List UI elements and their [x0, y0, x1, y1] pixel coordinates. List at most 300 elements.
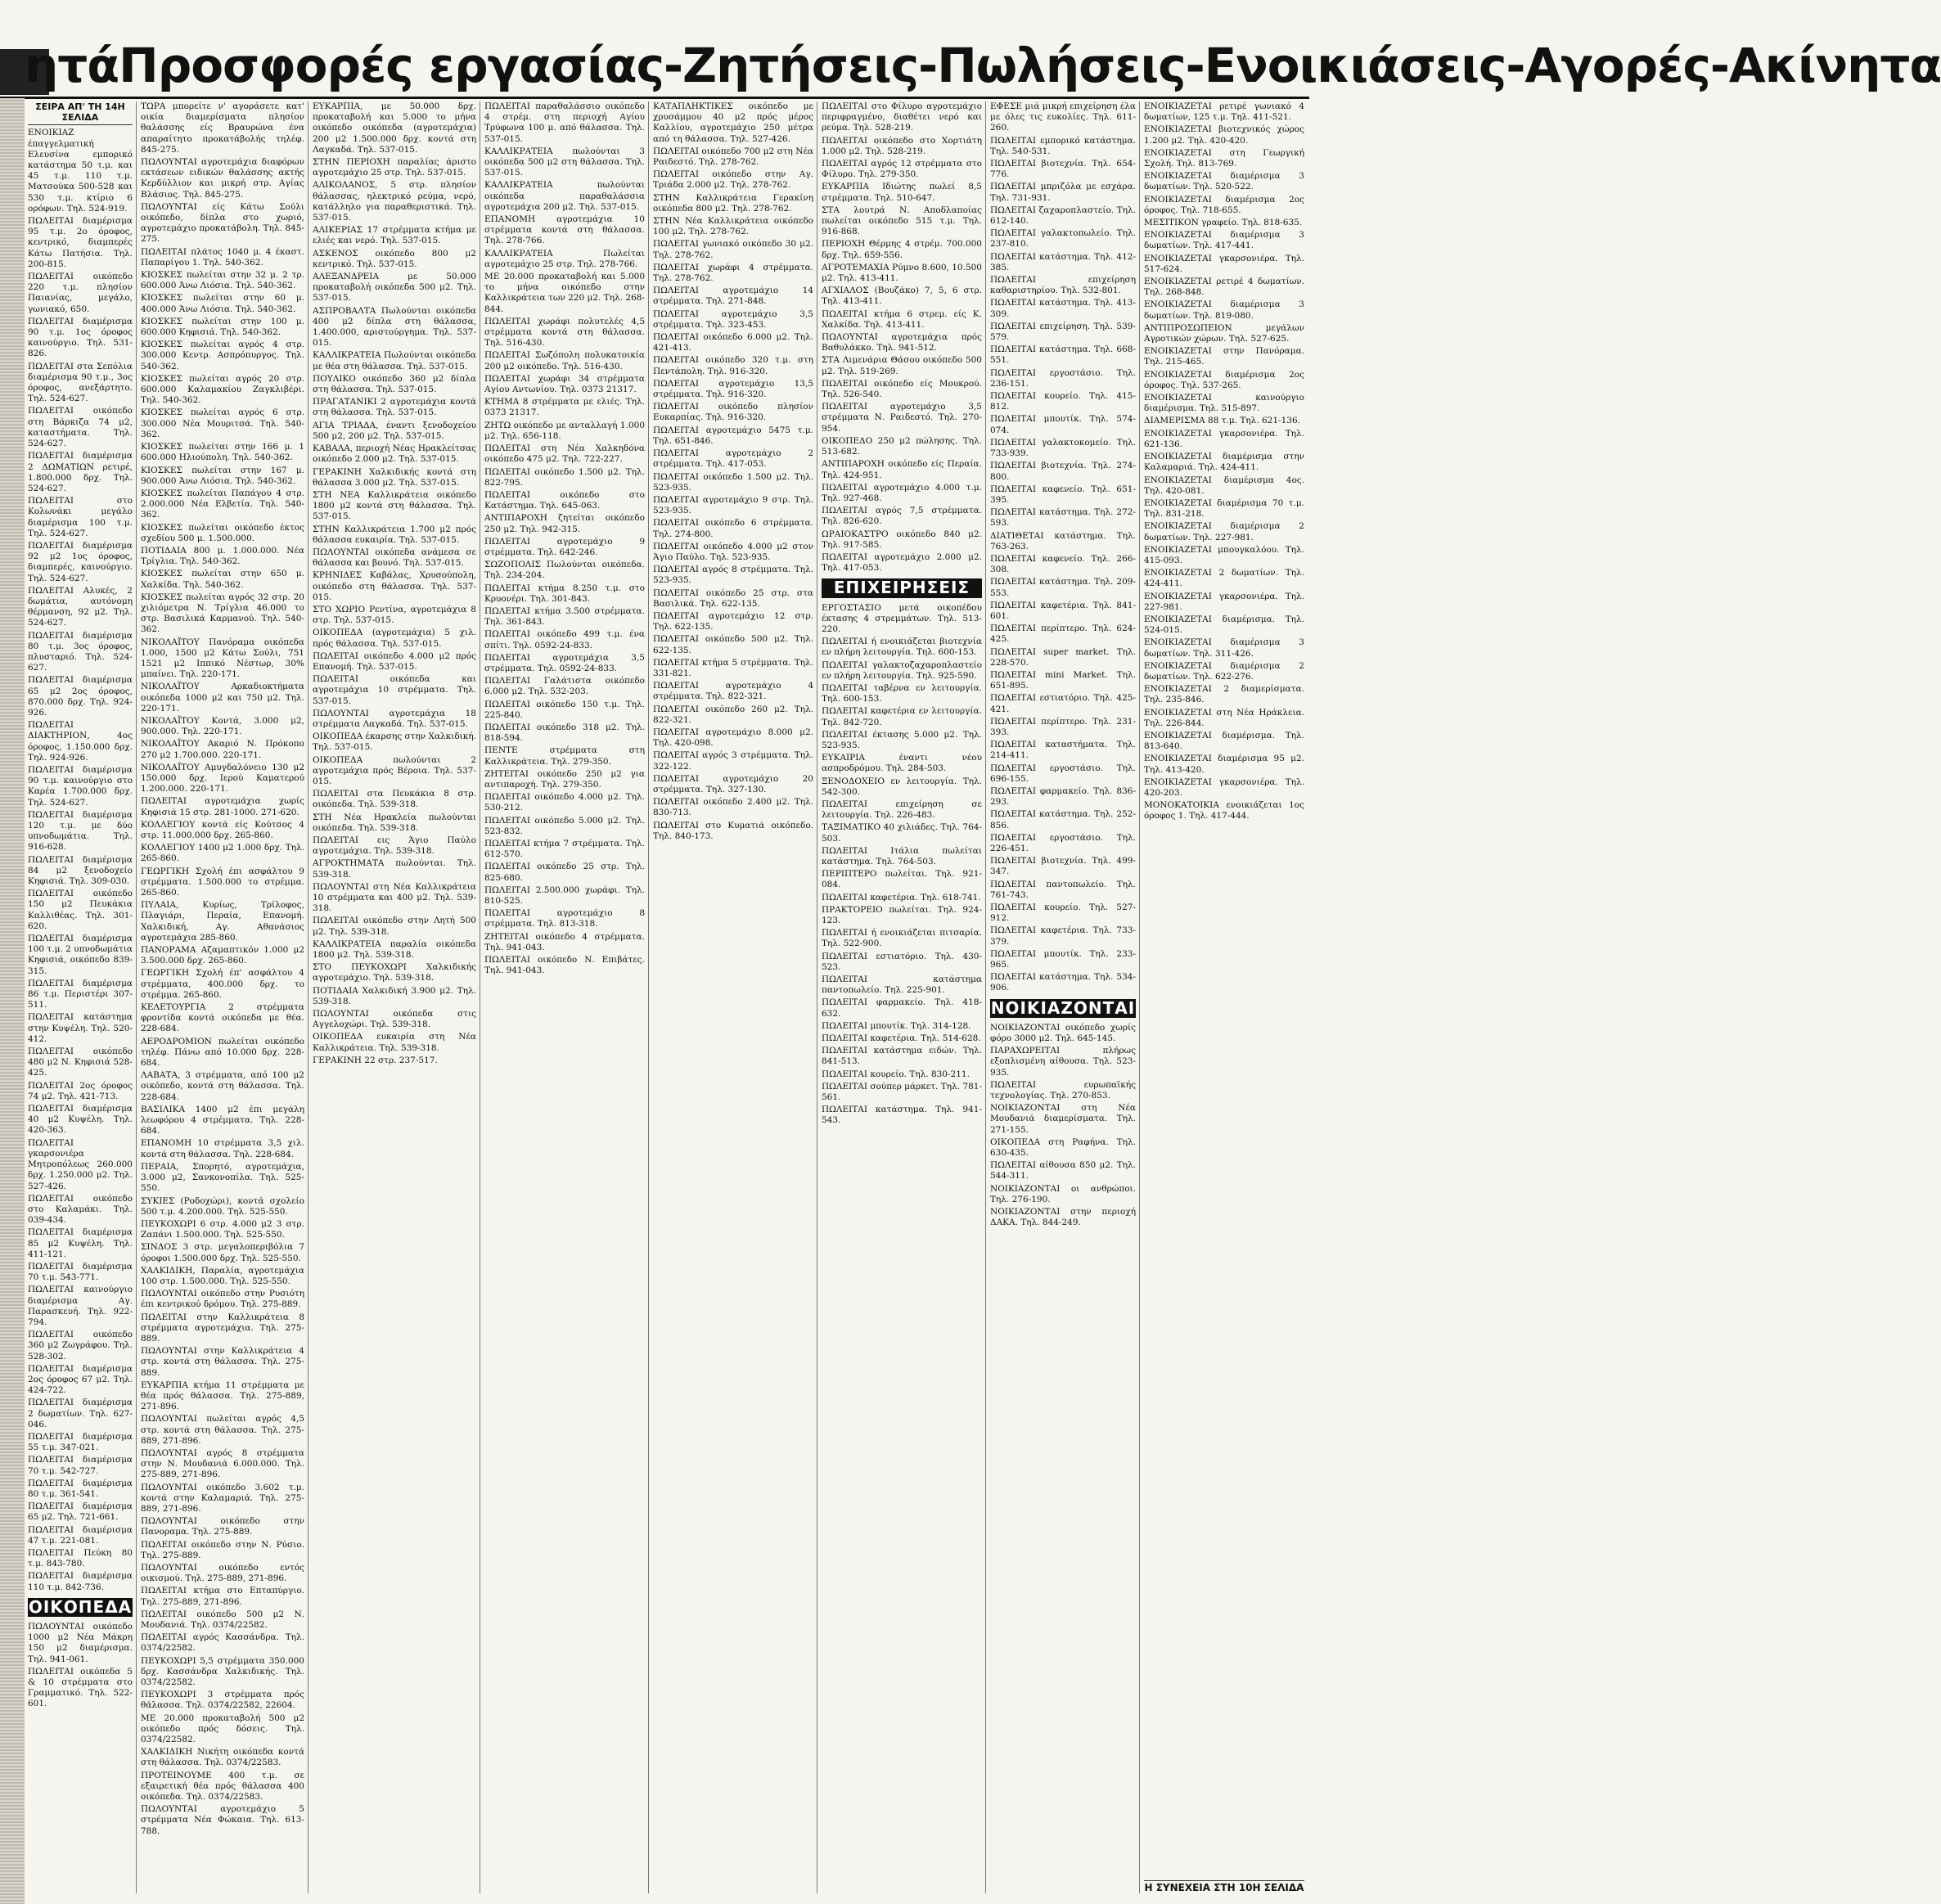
classified-ad: ΚΙΟΣΚΕΣ πωλείται αγρός 6 στρ. 300.000 Νέα Μουριτσά. Τηλ. 540-362.: [141, 407, 304, 439]
classified-ad: ΠΩΛΕΙΤΑΙ οικόπεδο 6 στρέμματα. Τηλ. 274-800.: [653, 518, 813, 539]
classified-ad: ΠΩΛΕΙΤΑΙ αγροτεμάχιο 20 στρέμματα. Τηλ. 327-130.: [653, 773, 813, 794]
classified-ad: ΑΛΙΚΕΡΙΑΣ 17 στρέμματα κτήμα με ελιές και νερό. Τηλ. 537-015.: [313, 225, 476, 246]
classified-ad: ΠΩΛΕΙΤΑΙ ζαχαροπλαστείο. Τηλ. 612-140.: [990, 205, 1136, 227]
classified-ad: ΚΙΟΣΚΕΣ πωλείται στην 167 μ. 900.000 Άνω Λιόσια. Τηλ. 540-362.: [141, 465, 304, 486]
classified-ad: ΣΤΗΝ Καλλικράτεια Γερακίνη οικόπεδα 800 μ2. Τηλ. 278-762.: [653, 192, 813, 214]
classified-ad: ΑΕΡΟΔΡΟΜΙΟΝ πωλείται οικόπεδο τηλέφ. Πάνω από 10.000 δρχ. 228-684.: [141, 1036, 304, 1069]
classified-ad: ΠΩΛΕΙΤΑΙ καφενείο. Τηλ. 651-395.: [990, 484, 1136, 505]
classified-ad: ΕΝΟΙΚΙΑΖΕΤΑΙ διαμέρισμα. Τηλ. 813-640.: [1144, 730, 1304, 752]
classified-ad: ΠΩΛΕΙΤΑΙ επιχείρηση. Τηλ. 539-579.: [990, 321, 1136, 343]
classified-ad: ΜΕ 20.000 προκαταβολή 500 μ2 οικόπεδο πρός δόσεις. Τηλ. 0374/22582.: [141, 1713, 304, 1745]
ad-column-4: [484, 101, 645, 1893]
classified-ad: ΠΩΛΕΙΤΑΙ αγροτεμάχιο 12 στρ. Τηλ. 622-135.: [653, 610, 813, 632]
classified-ad: ΠΩΛΟΥΝΤΑΙ οικόπεδο στην Πανοραμα. Τηλ. 275-889.: [141, 1516, 304, 1537]
classified-ad: ΠΩΛΕΙΤΑΙ διαμέρισμα 100 τ.μ. 2 υπνοδωμάτια Κηφισιά, οικόπεδο 839-315.: [28, 934, 133, 976]
classified-ad: ΕΝΟΙΚΙΑΖΕΤΑΙ διαμέρισμα 4ος. Τηλ. 420-081.: [1144, 475, 1304, 496]
classified-ad: ΟΙΚΟΠΕΔΑ έκαρσης στην Χαλκιδική. Τηλ. 537-015.: [313, 731, 476, 753]
classified-ad: ΠΩΛΕΙΤΑΙ οικόπεδα και αγροτεμάχια 10 στρέμματα. Τηλ. 537-015.: [313, 674, 476, 706]
ad-column-6: [822, 101, 982, 1893]
classified-ad: ΣΤΗΝ Καλλικράτεια 1.700 μ2 πρός θάλασσα ευκαιρία. Τηλ. 537-015.: [313, 524, 476, 545]
classified-ad: ΠΩΛΕΙΤΑΙ αγροτεμάχιο 5475 τ.μ. Τηλ. 651-846.: [653, 425, 813, 446]
column-rule: [1139, 101, 1140, 1893]
classified-ad: ΠΩΛΕΙΤΑΙ κτήμα 5 στρέμματα. Τηλ. 331-821.: [653, 657, 813, 678]
classified-ad: ΠΩΛΕΙΤΑΙ ΔΙΑΚΤΗΡΙΟΝ, 4ος όροφος, 1.150.000 δρχ. Τηλ. 924-926.: [28, 720, 133, 763]
classified-ad: ΑΓΙΑ ΤΡΙΑΔΑ, έναντι ξενοδοχείου 500 μ2, 200 μ2. Τηλ. 537-015.: [313, 420, 476, 441]
classified-ad: ΕΝΟΙΚΙΑΖΕΤΑΙ γκαρσονιέρα. Τηλ. 517-624.: [1144, 253, 1304, 274]
classified-ad: ΚΑΛΛΙΚΡΑΤΕΙΑ παραλία οικόπεδα 1800 μ2. Τηλ. 539-318.: [313, 938, 476, 961]
classified-ad: ΠΩΛΕΙΤΑΙ στα Σεπόλια διαμέρισμα 90 τ.μ., 3ος όροφος, ανεξάρτητο. Τηλ. 524-627.: [28, 361, 133, 404]
classified-ad: ΤΩΡΑ μπορείτε ν' αγοράσετε κατ' οικία διαμερίσματα πλησίον θαλάσσης είς Βραυρώνα ένα απαραίτητο προκατάβολής τηλέφ. 845-275.: [141, 101, 304, 155]
classified-ad: ΠΩΛΟΥΝΤΑΙ οικόπεδο 1000 μ2 Νέα Μάκρη 150 μ2 διαμέρισμα. Τηλ. 941-061.: [28, 1622, 133, 1664]
classified-ad: ΝΟΙΚΙΑΖΟΝΤΑΙ στην περιοχή ΔΑΚΑ. Τηλ. 844-249.: [990, 1207, 1136, 1228]
classified-ad: ΠΩΛΕΙΤΑΙ οικόπεδο 480 μ2 Ν. Κηφισιά 528-425.: [28, 1047, 133, 1078]
classified-ad: ΕΝΟΙΚΙΑΖΕΤΑΙ στη Γεωργική Σχολή. Τηλ. 813-769.: [1144, 147, 1304, 169]
classified-ad: ΠΩΛΕΙΤΑΙ Σωζόπολη πολυκατοικία 200 μ2 οικόπεδο. Τηλ. 516-430.: [484, 350, 645, 371]
classified-ad: ΠΑΡΑΧΩΡΕΙΤΑΙ πλήρως εξοπλισμένη αίθουσα. Τηλ. 523-935.: [990, 1046, 1136, 1078]
classified-ad: ΣΤΗΝ ΠΕΡΙΟΧΗ παραλίας άριστο αγροτεμάχιο 25 στρ. Τηλ. 537-015.: [313, 157, 476, 178]
classified-ad: ΠΩΛΕΙΤΑΙ οικόπεδο 4.000 μ2 στον Άγιο Παύλο. Τηλ. 523-935.: [653, 541, 813, 562]
classified-ad: ΠΩΛΕΙΤΑΙ διαμέρισμα 2ος όροφος 67 μ2. Τηλ. 424-722.: [28, 1363, 133, 1396]
classified-ad: ΠΩΛΕΙΤΑΙ οικόπεδο 1.500 μ2. Τηλ. 523-935.: [653, 471, 813, 493]
classified-ad: ΠΩΛΕΙΤΑΙ αγρός 12 στρέμματα στο Φίλυρο. Τηλ. 279-350.: [822, 159, 982, 180]
classified-ad: ΟΙΚΟΠΕΔΑ στη Ραφήνα. Τηλ. 630-435.: [990, 1137, 1136, 1159]
classified-ad: ΕΥΚΑΡΠΙΑ Ιδιώτης πωλεί 8,5 στρέμματα. Τηλ. 510-647.: [822, 182, 982, 203]
classified-ad: ΕΝΟΙΚΙΑΖΕΤΑΙ ρετιρέ γωνιακό 4 δωματίων, 125 τ.μ. Τηλ. 411-521.: [1144, 101, 1304, 123]
classified-ad: ΠΩΛΕΙΤΑΙ στο Κυματιά οικόπεδο. Τηλ. 840-173.: [653, 820, 813, 841]
classified-ad: ΠΩΛΕΙΤΑΙ γκαρσονιέρα Μητροπόλεως 260.000 δρχ. 1.250.000 μ2. Τηλ. 527-426.: [28, 1137, 133, 1191]
classified-ad: ΠΩΛΕΙΤΑΙ διαμέρισμα 120 τ.μ. με δύο υπνοδωμάτια. Τηλ. 916-628.: [28, 809, 133, 853]
classified-ad: ΠΩΛΕΙΤΑΙ αγροτεμάχιο 8 στρέμματα. Τηλ. 813-318.: [484, 908, 645, 929]
classified-ad: ΕΝΟΙΚΙΑΖΕΤΑΙ διαμέρισμα 70 τ.μ. Τηλ. 831-218.: [1144, 497, 1304, 520]
classified-ad: ΠΩΛΕΙΤΑΙ αγροτεμάχια χωρίς Κηφισιά 15 στρ. 281-1000. 271-620.: [141, 796, 304, 817]
classified-ad: ΕΝΟΙΚΙΑΖΕΤΑΙ διαμέρισμα 3 δωματίων. Τηλ. 417-441.: [1144, 230, 1304, 251]
classified-ad: ΕΝΟΙΚΙΑΖΕΤΑΙ διαμέρισμα. Τηλ. 524-015.: [1144, 614, 1304, 636]
classified-ad: ΠΩΛΕΙΤΑΙ παραθαλάσσιο οικόπεδο 4 στρέμ. στη περιοχή Αγίου Τρύφωνα 100 μ. από θάλασσα. Τηλ. 537-015.: [484, 101, 645, 144]
classified-ad: ΠΩΛΕΙΤΑΙ περίπτερο. Τηλ. 624-425.: [990, 623, 1136, 645]
classified-ad: ΠΩΛΕΙΤΑΙ αγροτεμάχιο 4.000 τ.μ. Τηλ. 927-468.: [822, 482, 982, 503]
classified-ad: ΠΩΛΕΙΤΑΙ περίπτερο. Τηλ. 231-393.: [990, 716, 1136, 737]
classified-ad: ΠΩΛΟΥΝΤΑΙ αγροτεμάχια 18 στρέμματα Λαγκαδά. Τηλ. 537-015.: [313, 708, 476, 729]
classified-ad: ΚΑΤΑΠΛΗΚΤΙΚΕΣ οικόπεδο με χρυσάμμου 40 μ2 πρός μέρος Καλλίου, αγροτεμάχιο 250 μέτρα από τη θάλασσα. Τηλ. 527-426.: [653, 101, 813, 144]
classified-ad: ΠΩΛΕΙΤΑΙ οικόπεδο 500 μ2 Ν. Μουδανιά. Τηλ. 0374/22582.: [141, 1609, 304, 1631]
classified-ad: ΠΩΛΕΙΤΑΙ εργοστάσιο. Τηλ. 226-451.: [990, 832, 1136, 853]
classified-ad: ΠΩΛΕΙΤΑΙ διαμέρισμα 55 τ.μ. 347-021.: [28, 1431, 133, 1453]
classified-ad: ΠΩΛΕΙΤΑΙ Γαλάτιστα οικόπεδο 6.000 μ2. Τηλ. 532-203.: [484, 676, 645, 697]
classified-ad: ΣΤΗ ΝΕΑ Καλλικράτεια οικόπεδο 1800 μ2 κοντά στη θάλασσα. Τηλ. 537-015.: [313, 489, 476, 522]
classified-ad: ΠΩΛΕΙΤΑΙ οικόπεδο 320 τ.μ. στη Πεντάπολη. Τηλ. 916-320.: [653, 355, 813, 376]
classified-ad: ΠΩΛΕΙΤΑΙ αγροτεμάχιο 8.000 μ2. Τηλ. 420-098.: [653, 727, 813, 749]
classified-ad: ΖΗΤΩ οικόπεδο με ανταλλαγή 1.000 μ2. Τηλ. 656-118.: [484, 420, 645, 441]
classified-ad: ΠΩΛΕΙΤΑΙ αγροτεμάχιο 9 στρέμματα. Τηλ. 642-246.: [484, 536, 645, 557]
classified-ad: ΠΩΛΕΙΤΑΙ διαμέρισμα 92 μ2 1ος όροφος, διαμπερές, καινούργιο. Τηλ. 524-627.: [28, 540, 133, 583]
classified-ad: ΕΝΟΙΚΙΑΖΕΤΑΙ διαμέρισμα 95 μ2. Τηλ. 413-420.: [1144, 754, 1304, 775]
classified-ad: ΠΕΡΙΠΤΕΡΟ πωλείται. Τηλ. 921-084.: [822, 869, 982, 890]
section-heading: ΟΙΚΟΠΕΔΑ: [28, 1596, 133, 1617]
classified-ad: ΠΩΛΕΙΤΑΙ οικόπεδο 360 μ2 Ζωγράφου. Τηλ. 528-302.: [28, 1330, 133, 1362]
classified-ad: ΣΤΗ Νέα Ηρακλεία πωλούνται οικόπεδα. Τηλ. 539-318.: [313, 812, 476, 833]
classified-ad: ΠΩΛΕΙΤΑΙ κτήμα 3.500 στρέμματα. Τηλ. 361-843.: [484, 605, 645, 628]
classified-ad: ΠΩΛΕΙΤΑΙ διαμέρισμα 65 μ2. Τηλ. 721-661.: [28, 1501, 133, 1523]
classified-ad: ΣΤΑ Λιμενάρια Θάσου οικόπεδο 500 μ2. Τηλ. 519-269.: [822, 355, 982, 376]
classified-ad: ΓΕΩΡΓΙΚΗ Σχολή έπ' ασφάλτου 4 στρέμματα, 400.000 δρχ. το στρέμμα. 265-860.: [141, 968, 304, 1000]
ad-column-8: [1144, 101, 1304, 1893]
classified-ad: ΠΩΛΕΙΤΑΙ διαμέρισμα 65 μ2 2ος όροφος, 870.000 δρχ. Τηλ. 924-926.: [28, 675, 133, 718]
classified-ad: ΠΩΛΕΙΤΑΙ οικόπεδο 2.400 μ2. Τηλ. 830-713.: [653, 797, 813, 818]
classified-ad: ΓΕΩΡΓΙΚΗ Σχολή έπι ασφάλτου 9 στρέμματα. 1.500.000 το στρέμμα. 265-860.: [141, 866, 304, 898]
classified-ad: ΠΩΛΕΙΤΑΙ κατάστημα. Τηλ. 252-856.: [990, 809, 1136, 830]
classified-ad: ΕΝΟΙΚΙΑΖΕΤΑΙ διαμέρισμα 2ος όροφος. Τηλ. 537-265.: [1144, 369, 1304, 390]
classified-ad: ΠΩΛΕΙΤΑΙ φαρμακείο. Τηλ. 418-632.: [822, 997, 982, 1019]
classified-ad: ΝΟΙΚΙΑΖΟΝΤΑΙ οικόπεδο χωρίς φόρο 3000 μ2. Τηλ. 645-145.: [990, 1022, 1136, 1044]
classified-ad: ΠΩΛΟΥΝΤΑΙ οικόπεδα στις Αγγελοχώρι. Τηλ. 539-318.: [313, 1009, 476, 1030]
classified-ad: ΑΛΙΚΟΛΑΝΟΣ, 5 στρ. πλησίον θάλασσας, ηλεκτρικό ρεύμα, νερό, κατάλληλο για παραθεριστικά. Τηλ. 537-015.: [313, 180, 476, 223]
classified-ad: ΠΩΛΕΙΤΑΙ αίθουσα 850 μ2. Τηλ. 544-311.: [990, 1160, 1136, 1182]
classified-ad: ΕΝΟΙΚΙΑΖΕΤΑΙ στη Νέα Ηράκλεια. Τηλ. 226-844.: [1144, 707, 1304, 728]
classified-ad: ΠΩΛΕΙΤΑΙ οικόπεδο στην Αγ. Τριάδα 2.000 μ2. Τηλ. 278-762.: [653, 169, 813, 191]
classified-ad: ΚΙΟΣΚΕΣ πωλείται στην 166 μ. 1 600.000 Ηλιούπολη. Τηλ. 540-362.: [141, 442, 304, 463]
classified-ad: ΠΩΛΕΙΤΑΙ ή ενοικιάζεται πιτσαρία. Τηλ. 522-900.: [822, 928, 982, 949]
classified-ad: ΠΩΛΕΙΤΑΙ διαμέρισμα 90 τ.μ. καινούργιο στο Καρέα 1.700.000 δρχ. Τηλ. 524-627.: [28, 764, 133, 808]
classified-ad: ΠΩΛΕΙΤΑΙ κατάστημα. Τηλ. 668-551.: [990, 344, 1136, 366]
classified-ad: ΠΩΛΕΙΤΑΙ καφενείο. Τηλ. 266-308.: [990, 553, 1136, 575]
classified-ad: ΠΩΛΕΙΤΑΙ διαμέρισμα 2 ΔΩΜΑΤΙΩΝ ρετιρέ, 1.800.000 δρχ. Τηλ. 524-627.: [28, 451, 133, 493]
classified-ad: ΠΕΥΚΟΧΩΡΙ 6 στρ. 4.000 μ2 3 στρ. Ζαπάνι 1.500.000. Τηλ. 525-550.: [141, 1218, 304, 1240]
classified-ad: ΠΩΛΕΙΤΑΙ κατάστημα. Τηλ. 534-906.: [990, 972, 1136, 993]
classified-ad: ΕΝΟΙΚΙΑΖΕΤΑΙ βιοτεχνικός χώρος 1.200 μ2. Τηλ. 420-420.: [1144, 124, 1304, 146]
classified-ad: ΠΩΛΕΙΤΑΙ χωράφι πολυτελές 4,5 στρέμματα κοντά στη θάλασσα. Τηλ. 516-430.: [484, 316, 645, 349]
classified-ad: ΝΙΚΟΛΑΪΤΟΥ Αρκαδιοκτήματα οικόπεδα 1000 μ2 και 750 μ2. Τηλ. 220-171.: [141, 682, 304, 713]
classified-ad: ΠΩΛΕΙΤΑΙ αγροτεμάχιο 14 στρέμματα. Τηλ. 271-848.: [653, 286, 813, 307]
classified-ad: ΠΩΛΕΙΤΑΙ Πεύκη 80 τ.μ. 843-780.: [28, 1548, 133, 1569]
classified-ad: ΠΕΥΚΟΧΩΡΙ 3 στρέμματα πρός θάλασσα. Τηλ. 0374/22582, 22604.: [141, 1690, 304, 1711]
classified-ad: ΔΙΑΜΕΡΙΣΜΑ 88 τ.μ. Τηλ. 621-136.: [1144, 416, 1300, 426]
classified-ad: ΠΩΛΕΙΤΑΙ καφετέρια. Τηλ. 514-628.: [822, 1033, 981, 1044]
classified-ad: ΠΩΛΕΙΤΑΙ οικόπεδο 4.000 μ2 πρός Επανομή. Τηλ. 537-015.: [313, 650, 476, 672]
classified-ad: ΚΑΒΑΛΑ, περιοχή Νέας Ηρακλείτσας οικόπεδο 2.000 μ2. Τηλ. 537-015.: [313, 443, 476, 465]
classified-ad: ΠΩΛΕΙΤΑΙ οικόπεδο στην Λητή 500 μ2. Τηλ. 539-318.: [313, 916, 476, 937]
ad-column-7: [990, 101, 1136, 1893]
classified-ad: ΒΑΣΙΛΙΚΑ 1400 μ2 έπι μεγάλη λεωφόρου 4 στρέμματα. Τηλ. 228-684.: [141, 1104, 304, 1137]
classified-ad: ΠΩΛΕΙΤΑΙ διαμέρισμα 2 δωματίων. Τηλ. 627-046.: [28, 1398, 133, 1429]
classified-ad: ΕΝΟΙΚΙΑΖΕΤΑΙ καινούργιο διαμέρισμα. Τηλ. 515-897.: [1144, 393, 1304, 414]
classified-ad: ΠΩΛΕΙΤΑΙ φαρμακείο. Τηλ. 836-293.: [990, 785, 1136, 808]
classified-ad: ΚΕΛΕΤΟΥΡΓΙΑ 2 στρέμματα φροντίδα κοντά οικόπεδα με θέα. 228-684.: [141, 1002, 304, 1034]
classified-ad: ΠΕΡΑΙΑ, Σπορητό, αγροτεμάχια, 3.000 μ2, Σανκονοπίλα. Τηλ. 525-550.: [141, 1161, 304, 1194]
classified-ad: ΝΙΚΟΛΑΪΤΟΥ Ακαριό Ν. Πρόκοπο 270 μ2 1.700.000. 220-171.: [141, 739, 304, 760]
classified-ad: ΠΩΛΕΙΤΑΙ ευρωπαϊκής τεχνολογίας. Τηλ. 270-853.: [990, 1079, 1136, 1101]
classified-ad: ΠΩΛΕΙΤΑΙ παντοπωλείο. Τηλ. 761-743.: [990, 879, 1136, 900]
classified-ad: ΠΥΛΑΙΑ, Κυρίως, Τρίλοφος, Πλαγιάρι, Περαία, Επανομή. Χαλκιδική, Αγ. Αθανάσιος αγροτεμάχια 285-860.: [141, 900, 304, 943]
classified-ad: ΠΩΛΕΙΤΑΙ διαμέρισμα 86 τ.μ. Περιστέρι 307-511.: [28, 978, 133, 1011]
classified-ad: ΚΑΛΛΙΚΡΑΤΕΙΑ Πωλείται αγροτεμάχιο 25 στρ. Τηλ. 278-766.: [484, 248, 645, 269]
classified-ad: ΕΝΟΙΚΙΑΖΕΤΑΙ 2 διαμερίσματα. Τηλ. 235-846.: [1144, 684, 1304, 705]
classified-ad: ΠΩΛΕΙΤΑΙ οικόπεδο είς Μουκρού. Τηλ. 526-540.: [822, 378, 982, 400]
classified-ad: ΕΥΚΑΡΠΙΑ κτήμα 11 στρέμματα με θέα πρός θάλασσα. Τηλ. 275-889, 271-896.: [141, 1380, 304, 1412]
classified-ad: ΠΩΛΕΙΤΑΙ οικόπεδο στο Κατάστημα. Τηλ. 645-063.: [484, 489, 645, 511]
classified-ad: ΠΩΛΕΙΤΑΙ μπουτίκ. Τηλ. 574-074.: [990, 414, 1136, 435]
classified-ad: ΚΟΛΛΕΓΙΟΥ 1400 μ2 1.000 δρχ. Τηλ. 265-860.: [141, 843, 304, 864]
classified-ad: ΠΕΥΚΟΧΩΡΙ 5,5 στρέμματα 350.000 δρχ. Κασσάνδρα Χαλκιδικής. Τηλ. 0374/22582.: [141, 1655, 304, 1688]
classified-ad: ΠΟΤΙΔΑΙΑ 800 μ. 1.000.000. Νέα Τρίγλια. Τηλ. 540-362.: [141, 545, 304, 567]
classified-ad: ΠΩΛΕΙΤΑΙ Ιτάλια πωλείται κατάστημα. Τηλ. 764-503.: [822, 845, 982, 866]
classified-ad: ΠΩΛΕΙΤΑΙ εστιατόριο. Τηλ. 425-421.: [990, 693, 1136, 714]
classified-ad: ΠΩΛΕΙΤΑΙ βιοτεχνία. Τηλ. 654-776.: [990, 159, 1136, 180]
classified-ad: ΝΙΚΟΛΑΪΤΟΥ Κοντά, 3.000 μ2, 900.000. Τηλ. 220-171.: [141, 715, 304, 737]
column-rule: [136, 101, 137, 1893]
classified-ad: ΠΕΝΤΕ στρέμματα στη Καλλικράτεια. Τηλ. 279-350.: [484, 745, 645, 767]
classified-ad: ΜΕΣΙΤΙΚΟΝ γραφείο. Τηλ. 818-635.: [1144, 218, 1303, 228]
classified-ad: ΠΩΛΕΙΤΑΙ αγρός 8 στρέμματα. Τηλ. 523-935.: [653, 565, 813, 586]
classified-ad: ΤΑΞΙΜΑΤΙΚΟ 40 χιλιάδες. Τηλ. 764-503.: [822, 822, 982, 844]
classified-ad: ΠΩΛΕΙΤΑΙ αγροτεμάχιο 4 στρέμματα. Τηλ. 822-321.: [653, 681, 813, 702]
classified-ad: ΠΩΛΕΙΤΑΙ κατάστημα ειδών. Τηλ. 841-513.: [822, 1046, 982, 1067]
classified-ad: ΠΩΛΕΙΤΑΙ γωνιακό οικόπεδο 30 μ2. Τηλ. 278-762.: [653, 239, 813, 260]
classified-ad: ΚΙΟΣΚΕΣ πωλείται οικόπεδο έκτος σχεδίου 500 μ. 1.500.000.: [141, 522, 304, 543]
classified-ad: ΕΝΟΙΚΙΑΖΕΤΑΙ στην Πανόραμα. Τηλ. 215-465.: [1144, 346, 1304, 367]
classified-ad: ΠΩΛΕΙΤΑΙ γαλακτοπωλείο. Τηλ. 237-810.: [990, 228, 1136, 250]
classified-ad: ΠΩΛΟΥΝΤΑΙ οικόπεδο στην Ρυσιότη έπι κεντρικού δρόμου. Τηλ. 275-889.: [141, 1289, 304, 1310]
classified-ad: ΠΩΛΕΙΤΑΙ καφετέρια. Τηλ. 841-601.: [990, 600, 1136, 621]
page-banner: [0, 0, 1941, 99]
classified-ad: ΠΩΛΕΙΤΑΙ super market. Τηλ. 228-570.: [990, 646, 1136, 668]
classified-ad: ΠΩΛΕΙΤΑΙ 2ος όροφος 74 μ2. Τηλ. 421-713.: [28, 1080, 133, 1101]
classified-ad: ΠΩΛΕΙΤΑΙ διαμέρισμα 85 μ2 Κυψέλη. Τηλ. 411-121.: [28, 1227, 133, 1259]
classified-ad: ΠΩΛΕΙΤΑΙ γαλακτοκομείο. Τηλ. 733-939.: [990, 437, 1136, 459]
classified-ad: ΠΩΛΕΙΤΑΙ αγροτεμάχιο 9 στρ. Τηλ. 523-935.: [653, 494, 813, 516]
classified-ad: ΞΕΝΟΔΟΧΕΙΟ εν λειτουργία. Τηλ. 542-300.: [822, 776, 982, 797]
classified-ad: ΕΥΚΑΡΠΙΑ, με 50.000 δρχ. προκαταβολή και 5.000 το μήνα οικόπεδο οικόπεδα (αγροτεμάχια) 200 μ2 1.500.000 δρχ. κοντά στη Λαγκαδά. Τηλ. 537-015.: [313, 101, 476, 155]
classified-ad: ΠΩΛΕΙΤΑΙ οικόπεδο στο Χορτιάτη 1.000 μ2. Τηλ. 528-219.: [822, 135, 982, 156]
classified-ad: ΠΩΛΕΙΤΑΙ κτήμα 6 στρεμ. είς Κ. Χαλκίδα. Τηλ. 413-411.: [822, 308, 982, 330]
classified-ad: ΠΩΛΟΥΝΤΑΙ αγροτεμάχια πρός Βαθυλάκκο. Τηλ. 941-512.: [822, 332, 982, 353]
classified-ad: ΚΟΛΛΕΓΙΟΥ κοντά είς Κούτσος 4 στρ. 11.000.000 δρχ. 265-860.: [141, 819, 304, 840]
classified-ad: ΑΓΡΟΚΤΗΜΑΤΑ πωλούνται. Τηλ. 539-318.: [313, 858, 476, 880]
scan-edge: [0, 98, 25, 1904]
classified-ad: ΝΟΙΚΙΑΖΟΝΤΑΙ στη Νέα Μουδανιά διαμερίσματα. Τηλ. 271-155.: [990, 1103, 1136, 1135]
classified-ad: ΠΩΛΕΙΤΑΙ έκτασης 5.000 μ2. Τηλ. 523-935.: [822, 729, 982, 750]
classified-ad: ΠΩΛΟΥΝΤΑΙ αγροτεμάχια διαφόρων εκτάσεων ειδικών θαλάσσης ακτής Κερδύλλιον και μικρή στρ. Αγίας Βλάσιος. Τηλ. 845-275.: [141, 157, 304, 200]
classified-ad: ΠΩΛΕΙΤΑΙ αγροτεμάχιο 13,5 στρέμματα. Τηλ. 916-320.: [653, 378, 813, 400]
classified-ad: ΠΩΛΕΙΤΑΙ οικόπεδο στο Καλαμάκι. Τηλ. 039-434.: [28, 1193, 133, 1226]
classified-ad: ΠΩΛΕΙΤΑΙ στο Φίλυρο αγροτεμάχιο περιφραγμένο, διαθέτει νερό και ρεύμα. Τηλ. 528-219.: [822, 101, 982, 133]
classified-ad: ΣΩΖΟΠΟΛΙΣ Πωλούνται οικόπεδα. Τηλ. 234-204.: [484, 560, 645, 581]
classified-ad: ΠΩΛΕΙΤΑΙ καφετέρια. Τηλ. 733-379.: [990, 925, 1136, 947]
classified-ad: ΠΩΛΕΙΤΑΙ πλάτος 1040 μ. 4 έκαστ. Παπαρίγου 1. Τηλ. 540-362.: [141, 246, 304, 268]
classified-ad: ΔΙΑΤΙΘΕΤΑΙ κατάστημα. Τηλ. 763-263.: [990, 530, 1136, 551]
classified-ad: ΠΩΛΟΥΝΤΑΙ οικόπεδα ανάμεσα σε θάλασσα και βουνό. Τηλ. 537-015.: [313, 547, 476, 569]
classified-ad: ΚΙΟΣΚΕΣ πωλείται αγρός 32 στρ. 20 χιλιόμετρα Ν. Τρίγλια 46.000 το στρ. Βασιλικά Καρμανού. Τηλ. 540-362.: [141, 592, 304, 635]
classified-ad: ΑΣΚΕΝΟΣ οικόπεδο 800 μ2 κεντρικό. Τηλ. 537-015.: [313, 248, 476, 269]
classified-ad: ΠΩΛΕΙΤΑΙ οικόπεδο πλησίον Ευκαρπίας. Τηλ. 916-320.: [653, 402, 813, 423]
classified-ad: ΕΝΟΙΚΙΑΖΕΤΑΙ διαμέρισμα 3 δωματίων. Τηλ. 819-080.: [1144, 299, 1304, 321]
classified-ad: ΠΩΛΕΙΤΑΙ διαμέρισμα 40 μ2 Κυψέλη. Τηλ. 420-363.: [28, 1104, 133, 1136]
classified-ad: ΠΩΛΕΙΤΑΙ οικόπεδο 260 μ2. Τηλ. 822-321.: [653, 704, 813, 725]
classified-ad: ΚΙΟΣΚΕΣ πωλείται στην 60 μ. 400.000 Άνω Λιόσια. Τηλ. 540-362.: [141, 293, 304, 314]
classified-ad: ΠΩΛΕΙΤΑΙ διαμέρισμα 110 τ.μ. 842-736.: [28, 1571, 133, 1592]
classified-ad: ΖΗΤΕΙΤΑΙ οικόπεδο 250 μ2 για αντιπαροχή. Τηλ. 279-350.: [484, 768, 645, 790]
classified-ad: ΠΩΛΕΙΤΑΙ κατάστημα. Τηλ. 412-385.: [990, 251, 1136, 272]
classified-ad: ΕΝΟΙΚΙΑΖΕΤΑΙ διαμέρισμα 2ος όροφος. Τηλ. 718-655.: [1144, 194, 1304, 215]
classified-ad: ΠΩΛΕΙΤΑΙ οικόπεδο 5.000 μ2. Τηλ. 523-832.: [484, 815, 645, 836]
classified-ad: ΚΤΗΜΑ 8 στρέμματα με ελιές. Τηλ. 0373 21317.: [484, 397, 645, 418]
classified-ad: ΕΝΟΙΚΙΑΖΕΤΑΙ διαμέρισμα 3 δωματίων. Τηλ. 520-522.: [1144, 171, 1304, 192]
classified-ad: ΣΤΟ ΧΩΡΙΟ Ρεντίνα, αγροτεμάχια 8 στρ. Τηλ. 537-015.: [313, 604, 476, 626]
classified-ad: ΑΝΤΙΠΡΟΣΩΠΕΙΟΝ μεγάλων Αγροτικών χώρων. Τηλ. 527-625.: [1144, 322, 1304, 344]
classified-ad: ΠΩΛΕΙΤΑΙ βιοτεχνία. Τηλ. 499-347.: [990, 856, 1136, 877]
classified-ad: ΠΩΛΕΙΤΑΙ διαμέρισμα 80 τ.μ. 361-541.: [28, 1478, 133, 1499]
classified-ad: ΠΩΛΕΙΤΑΙ κατάστημα. Τηλ. 413-309.: [990, 298, 1136, 319]
classified-ad: ΠΩΛΕΙΤΑΙ καφετέρια. Τηλ. 618-741.: [822, 892, 981, 902]
classified-ad: ΜΕ 20.000 προκαταβολή και 5.000 το μήνα οικόπεδο στην Καλλικράτεια των 220 μ2. Τηλ. 268-844.: [484, 272, 645, 314]
classified-ad: ΠΩΛΕΙΤΑΙ καφετέρια εν λειτουργία. Τηλ. 842-720.: [822, 706, 982, 727]
classified-ad: ΑΝΤΙΠΑΡΟΧΗ ζητείται οικόπεδο 250 μ2. Τηλ. 942-315.: [484, 513, 645, 534]
classified-ad: ΕΝΟΙΚΙΑΖΕΤΑΙ 2 δωματίων. Τηλ. 424-411.: [1144, 568, 1304, 589]
classified-ad: ΕΡΓΟΣΤΑΣΙΟ μετά οικοπέδου έκτασης 4 στρεμμάτων. Τηλ. 513-220.: [822, 602, 982, 634]
ad-column-3: [313, 101, 476, 1893]
classified-ad: ΓΕΡΑΚΙΝΗ 22 στρ. 237-517.: [313, 1055, 438, 1065]
classified-ad: ΚΙΟΣΚΕΣ πωλείται Παπάγου 4 στρ. 2.000.000 Νέα Ελβετία. Τηλ. 540-362.: [141, 488, 304, 520]
classified-ad: ΠΩΛΕΙΤΑΙ οικόπεδο 700 μ2 στη Νέα Ραιδεστό. Τηλ. 278-762.: [653, 146, 813, 168]
classified-ad: ΠΩΛΕΙΤΑΙ οικόπεδα 5 & 10 στρέμματα στο Γραμματικό. Τηλ. 522-601.: [28, 1666, 133, 1709]
classified-ad: ΠΩΛΕΙΤΑΙ εμπορικό κατάστημα. Τηλ. 540-531.: [990, 135, 1136, 156]
classified-ad: ΠΩΛΕΙΤΑΙ κτήμα 7 στρέμματα. Τηλ. 612-570.: [484, 839, 645, 860]
classified-ad: ΠΩΛΕΙΤΑΙ στην Καλλικράτεια 8 στρέμματα αγροτεμάχια. Τηλ. 275-889.: [141, 1312, 304, 1344]
classified-ad: ΠΩΛΕΙΤΑΙ εργοστάσιο. Τηλ. 696-155.: [990, 763, 1136, 784]
classified-ad: ΠΩΛΕΙΤΑΙ εστιατόριο. Τηλ. 430-523.: [822, 951, 982, 972]
classified-ad: ΝΙΚΟΛΑΪΤΟΥ Αμυγδαλόνειο 130 μ2 150.000 δρχ. Ιερού Καματερού 1.200.000. 220-171.: [141, 762, 304, 794]
column-rule: [985, 101, 986, 1893]
classified-ad: ΠΩΛΟΥΝΤΑΙ είς Κάτω Σούλι οικόπεδο, δίπλα στο χωριό, αγροτεμάχιο προκατάβολη. Τηλ. 845-275.: [141, 201, 304, 245]
classified-ad: ΠΩΛΕΙΤΑΙ οικόπεδο 499 τ.μ. ένα σπίτι. Τηλ. 0592-24-833.: [484, 629, 645, 650]
classified-ad: ΠΩΛΕΙΤΑΙ σούπερ μάρκετ. Τηλ. 781-561.: [822, 1081, 982, 1103]
classified-ad: ΟΙΚΟΠΕΔΑ ευκαιρία στη Νέα Καλλικράτεια. Τηλ. 539-318.: [313, 1032, 476, 1053]
classified-ad: ΣΤΗΝ Νέα Καλλικράτεια οικόπεδο 100 μ2. Τηλ. 278-762.: [653, 216, 813, 237]
column-rule: [648, 101, 649, 1893]
continuation-footer: Η ΣΥΝΕΧΕΙΑ ΣΤΗ 10Η ΣΕΛΙΔΑ: [1144, 1881, 1304, 1893]
classified-ad: ΖΗΤΕΙΤΑΙ οικόπεδο 4 στρέμματα. Τηλ. 941-043.: [484, 931, 645, 952]
classified-ad: ΕΝΟΙΚΙΑΖΕΤΑΙ ρετιρέ 4 δωματίων. Τηλ. 268-848.: [1144, 277, 1304, 298]
classified-ad: ΠΩΛΕΙΤΑΙ διαμέρισμα 70 τ.μ. 543-771.: [28, 1261, 133, 1283]
classified-ad: ΠΩΛΕΙΤΑΙ αγροτεμάχια 3,5 στρέμματα. Τηλ. 0592-24-833.: [484, 652, 645, 673]
classified-ad: ΠΩΛΕΙΤΑΙ χωράφι 4 στρέμματα. Τηλ. 278-762.: [653, 262, 813, 284]
classified-ad: ΠΩΛΕΙΤΑΙ κατάστημα. Τηλ. 941-543.: [822, 1105, 982, 1126]
classified-ad: ΣΤΑ λουτρά Ν. Αποδλαποίας πωλείται οικόπεδο 515 τ.μ. Τηλ. 916-868.: [822, 205, 982, 237]
classified-ad: ΕΝΟΙΚΙΑΖΕΤΑΙ γκαρσονιέρα. Τηλ. 621-136.: [1144, 428, 1304, 449]
classified-ad: ΚΑΛΛΙΚΡΑΤΕΙΑ πωλούνται 3 οικόπεδα 500 μ2 στη θάλασσα. Τηλ. 537-015.: [484, 146, 645, 178]
classified-ad: ΕΝΟΙΚΙΑΖΕΤΑΙ μπουγκαλόου. Τηλ. 415-093.: [1144, 544, 1304, 565]
classified-ad: ΠΩΛΕΙΤΑΙ Αλυκές, 2 δωμάτια, αυτόνομη θέρμανση, 92 μ2. Τηλ. 524-627.: [28, 585, 133, 628]
classified-ad: ΠΩΛΕΙΤΑΙ οικόπεδο 6.000 μ2. Τηλ. 421-413.: [653, 332, 813, 353]
classified-ad: ΠΩΛΕΙΤΑΙ κουρείο. Τηλ. 830-211.: [822, 1069, 970, 1079]
classified-ad: ΠΩΛΕΙΤΑΙ διαμέρισμα 84 μ2 ξενοδοχείο Κηφισιά. Τηλ. 309-030.: [28, 854, 133, 887]
classified-ad: ΠΩΛΕΙΤΑΙ οικόπεδο 318 μ2. Τηλ. 818-594.: [484, 722, 645, 744]
classified-ad: ΚΙΟΣΚΕΣ πωλείται αγρός 4 στρ. 300.000 Κεντρ. Ασπρόπυργος. Τηλ. 540-362.: [141, 340, 304, 371]
classified-ad: ΠΩΛΟΥΝΤΑΙ στη Νέα Καλλικράτεια 10 στρέμματα και 400 μ2. Τηλ. 539-318.: [313, 881, 476, 914]
classified-ad: ΠΩΛΕΙΤΑΙ ή ενοικιάζεται βιοτεχνία εν πλήρη λειτουργία. Τηλ. 600-153.: [822, 637, 982, 658]
classified-ad: ΑΝΤΙΠΑΡΟΧΗ οικόπεδο είς Περαία. Τηλ. 424-951.: [822, 459, 982, 480]
classified-ad: ΩΡΑΙΟΚΑΣΤΡΟ οικόπεδο 840 μ2. Τηλ. 917-585.: [822, 529, 982, 550]
classified-ad: ΕΝΟΙΚΙΑΖΕΤΑΙ διαμέρισμα 2 δωματίων. Τηλ. 622-276.: [1144, 660, 1304, 682]
classified-ad: ΠΩΛΕΙΤΑΙ οικόπεδο 500 μ2. Τηλ. 622-135.: [653, 634, 813, 655]
classified-ad: ΟΙΚΟΠΕΔΟ 250 μ2 πώλησης. Τηλ. 513-682.: [822, 435, 982, 457]
classified-ad: ΠΩΛΟΥΝΤΑΙ οικόπεδο 3.602 τ.μ. κοντά στην Καλαμαριά. Τηλ. 275-889, 271-896.: [141, 1482, 304, 1514]
classified-ad: ΝΙΚΟΛΑΪΤΟΥ Πανόραμα οικόπεδα 1.000, 1500 μ2 Κάτω Σούλι, 751 1521 μ2 Ιππικό Νέστωρ, 30% μπαίνει. Τηλ. 220-171.: [141, 637, 304, 680]
classified-ad: ΑΓΡΟΤΕΜΑΧΙΑ Ρύμνο 8.600, 10.500 μ2. Τηλ. 413-411.: [822, 262, 982, 284]
classified-ad: ΠΩΛΟΥΝΤΑΙ οικόπεδο εντός οικισμού. Τηλ. 275-889, 271-896.: [141, 1563, 304, 1584]
classified-ad: ΠΩΛΕΙΤΑΙ οικόπεδο 4.000 μ2. Τηλ. 530-212.: [484, 792, 645, 813]
classified-ad: ΠΩΛΕΙΤΑΙ κατάστημα παντοπωλείο. Τηλ. 225-901.: [822, 975, 982, 996]
classified-ad: ΛΑΒΑΤΑ, 3 στρέμματα, από 100 μ2 οικόπεδο, κοντά στη θάλασσα. Τηλ. 228-684.: [141, 1070, 304, 1102]
classified-ad: ΑΣΠΡΟΒΑΛΤΑ Πωλούνται οικόπεδα 400 μ2 δίπλα στη θάλασσα, 1.400.000, αριστούργημα. Τηλ. 537-015.: [313, 305, 476, 349]
classified-ad: ΓΕΡΑΚΙΝΗ Χαλκιδικής κοντά στη θάλασσα 3.000 μ2. Τηλ. 537-015.: [313, 466, 476, 488]
column-continuation-header: ΣΕΙΡΑ ΑΠ' ΤΗ 14Η ΣΕΛΙΔΑ: [28, 101, 133, 125]
classified-ad: ΠΩΛΕΙΤΑΙ καταστήματα. Τηλ. 214-411.: [990, 740, 1136, 761]
classified-ad: ΠΩΛΕΙΤΑΙ mini Market. Τηλ. 651-895.: [990, 669, 1136, 691]
classified-ad: ΠΟΥΛΙΚΟ οικόπεδο 360 μ2 δίπλα στη θάλασσα. Τηλ. 537-015.: [313, 373, 476, 395]
classified-ad: ΕΝΟΙΚΙΑΖΕΤΑΙ διαμέρισμα 3 δωματίων. Τηλ. 311-426.: [1144, 637, 1304, 659]
classified-ad: ΠΩΛΕΙΤΑΙ στο Κολωνάκι μεγάλο διαμέρισμα 100 τ.μ. Τηλ. 524-627.: [28, 496, 133, 538]
classified-ad: ΚΡΗΝΙΔΕΣ Καβάλας, Χρυσούπολη, οικόπεδο στη θάλασσα. Τηλ. 537-015.: [313, 570, 476, 602]
classified-ad: ΠΩΛΕΙΤΑΙ γαλακτοζαχαροπλαστείο εν πλήρη λειτουργία. Τηλ. 925-590.: [822, 659, 982, 681]
ad-column-5: [653, 101, 813, 1893]
classified-ad: ΠΩΛΟΥΝΤΑΙ αγροτεμάχιο 5 στρέμματα Νέα Φώκαια. Τηλ. 613-788.: [141, 1804, 304, 1836]
classified-ad: ΕΝΟΙΚΙΑΖ έπαγγελματική Ελευσίνα εμπορικό κατάστημα 50 τ.μ. και 45 τ.μ. 110 τ.μ. Ματσούκα 500-528 και 530 τ.μ. κτίριο 6 ορόφων. Τηλ. 524-919.: [28, 128, 133, 214]
classified-ad: ΠΩΛΕΙΤΑΙ αγρός Κασσάνδρα. Τηλ. 0374/22582.: [141, 1632, 304, 1654]
classified-ad: ΠΩΛΟΥΝΤΑΙ αγρός 8 στρέμματα στην Ν. Μουδανιά 6.000.000. Τηλ. 275-889, 271-896.: [141, 1447, 304, 1480]
classified-ad: ΠΩΛΕΙΤΑΙ διαμέρισμα 80 τ.μ. 3ος όροφος, πλυσταριό. Τηλ. 524-627.: [28, 630, 133, 673]
classified-ad: ΠΩΛΕΙΤΑΙ κτήμα 8.250 τ.μ. στο Κρυονέρι. Τηλ. 301-843.: [484, 583, 645, 604]
classified-ad: ΠΩΛΕΙΤΑΙ αγροτεμάχιο 2.000 μ2. Τηλ. 417-053.: [822, 551, 982, 574]
classified-ad: ΠΡΑΓΑΤΑΝΙΚΙ 2 αγροτεμάχια κοντά στη θάλασσα. Τηλ. 537-015.: [313, 397, 476, 418]
classified-ad: ΠΩΛΕΙΤΑΙ 2.500.000 χωράφι. Τηλ. 810-525.: [484, 884, 645, 907]
classified-ad: ΠΩΛΕΙΤΑΙ κατάστημα στην Κυψέλη. Τηλ. 520-412.: [28, 1012, 133, 1044]
classified-ad: ΠΩΛΕΙΤΑΙ οικόπεδο 1.500 μ2. Τηλ. 822-795.: [484, 466, 645, 488]
classified-ad: ΠΩΛΕΙΤΑΙ κτήμα στο Επταπύργιο. Τηλ. 275-889, 271-896.: [141, 1586, 304, 1607]
classified-ad: ΠΩΛΕΙΤΑΙ ταβέρνα εν λειτουργία. Τηλ. 600-153.: [822, 682, 982, 704]
classified-ad: ΟΙΚΟΠΕΔΑ (αγροτεμάχια) 5 χιλ. πρός θάλασσα. Τηλ. 537-015.: [313, 628, 476, 649]
classified-ad: ΠΩΛΕΙΤΑΙ κατάστημα. Τηλ. 209-553.: [990, 577, 1136, 598]
classified-ad: ΚΑΛΛΙΚΡΑΤΕΙΑ Πωλούνται οικόπεδα με θέα στη θάλασσα. Τηλ. 537-015.: [313, 350, 476, 371]
classified-ad: ΕΠΑΝΟΜΗ αγροτεμάχια 10 στρέμματα κοντά στη θάλασσα. Τηλ. 278-766.: [484, 214, 645, 246]
classified-ad: ΧΑΛΚΙΔΙΚΗ Νικήτη οικόπεδα κοντά στη θάλασσα. Τηλ. 0374/22583.: [141, 1747, 304, 1768]
classified-ad: ΠΩΛΕΙΤΑΙ μπουτίκ. Τηλ. 314-128.: [822, 1020, 971, 1031]
classified-ad: ΟΙΚΟΠΕΔΑ πωλούνται 2 αγροτεμάχια πρός Βέροια. Τηλ. 537-015.: [313, 754, 476, 786]
classified-ad: ΚΙΟΣΚΕΣ πωλείται στην 32 μ. 2 τρ. 600.000 Άνω Λιόσια. Τηλ. 540-362.: [141, 270, 304, 291]
classified-ad: ΕΠΑΝΟΜΗ 10 στρέμματα 3,5 χιλ. κοντά στη θάλασσα. Τηλ. 228-684.: [141, 1138, 304, 1159]
classified-ad: ΠΕΡΙΟΧΗ Θέρμης 4 στρέμ. 700.000 δρχ. Τηλ. 659-556.: [822, 239, 982, 260]
classified-ad: ΚΙΟΣΚΕΣ πωλείται στην 650 μ. Χαλκίδα. Τηλ. 540-362.: [141, 569, 304, 590]
classified-ad: ΚΑΛΛΙΚΡΑΤΕΙΑ πωλούνται οικόπεδα παραθαλάσσια αγροτεμάχια 200 μ2. Τηλ. 537-015.: [484, 180, 645, 212]
classified-ad: ΠΩΛΕΙΤΑΙ οικόπεδο στη Βάρκιζα 74 μ2, καταστήματα. Τηλ. 524-627.: [28, 406, 133, 449]
classified-ad: ΠΩΛΕΙΤΑΙ αγροτεμάχιο 3,5 στρέμματα. Τηλ. 323-453.: [653, 308, 813, 330]
classified-ad: ΠΩΛΕΙΤΑΙ οικόπεδο 150 μ2 Πευκάκια Καλλιθέας. Τηλ. 301-620.: [28, 889, 133, 931]
classified-ad: ΝΟΙΚΙΑΖΟΝΤΑΙ οι ανθρώποι. Τηλ. 276-190.: [990, 1183, 1136, 1204]
classified-ad: ΠΩΛΕΙΤΑΙ οικόπεδο στην Ν. Ρύσιο. Τηλ. 275-889.: [141, 1539, 304, 1560]
classified-ad: ΠΩΛΕΙΤΑΙ επιχείρηση σε λειτουργία. Τηλ. 226-483.: [822, 799, 982, 821]
classified-ad: ΠΩΛΕΙΤΑΙ οικόπεδο 150 τ.μ. Τηλ. 225-840.: [484, 699, 645, 720]
classified-ad: ΠΩΛΕΙΤΑΙ αγρός 7,5 στρέμματα. Τηλ. 826-620.: [822, 506, 982, 527]
classified-ad: ΠΩΛΕΙΤΑΙ καινούργιο διαμέρισμα Αγ. Παρασκευή. Τηλ. 922-794.: [28, 1285, 133, 1327]
classified-ad: ΠΩΛΕΙΤΑΙ κουρείο. Τηλ. 415-812.: [990, 391, 1136, 412]
classified-ad: ΠΩΛΟΥΝΤΑΙ πωλείται αγρός 4,5 στρ. κοντά στη θάλασσα. Τηλ. 275-889, 271-896.: [141, 1414, 304, 1446]
classified-ad: ΕΝΟΙΚΙΑΖΕΤΑΙ διαμέρισμα στην Καλαμαριά. Τηλ. 424-411.: [1144, 452, 1304, 473]
classified-ad: ΑΛΕΞΑΝΔΡΕΙΑ με 50.000 προκαταβολή οικόπεδα 500 μ2. Τηλ. 537-015.: [313, 272, 476, 304]
classified-ad: ΠΩΛΕΙΤΑΙ επιχείρηση καθαριστηρίου. Τηλ. 532-801.: [990, 275, 1136, 296]
classified-ad: ΕΝΟΙΚΙΑΖΕΤΑΙ γκαρσονιέρα. Τηλ. 227-981.: [1144, 591, 1304, 612]
classified-ad: ΧΑΛΚΙΔΙΚΗ, Παραλία, αγροτεμάχια 100 στρ. 1.500.000. Τηλ. 525-550.: [141, 1265, 304, 1286]
classified-ad: ΜΟΝΟΚΑΤΟΙΚΙΑ ενοικιάζεται 1ος όροφος 1. Τηλ. 417-444.: [1144, 800, 1304, 821]
classified-ad: ΚΙΟΣΚΕΣ πωλείται στην 100 μ. 600.000 Κηφισιά. Τηλ. 540-362.: [141, 316, 304, 338]
